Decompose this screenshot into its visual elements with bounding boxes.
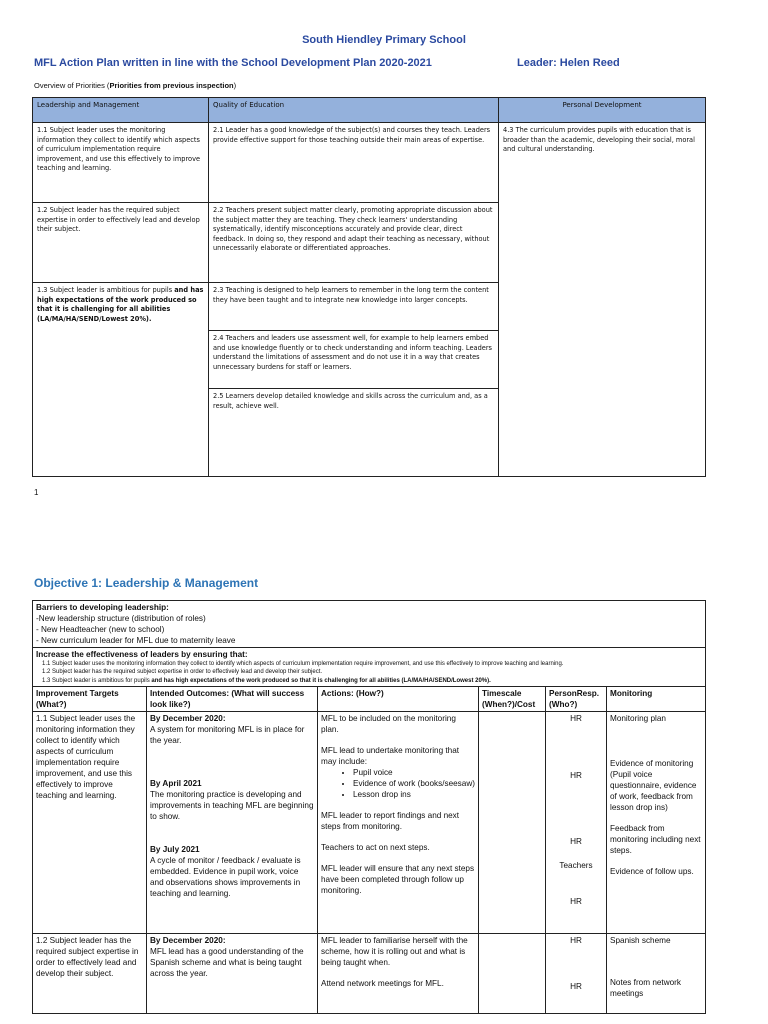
priorities-row bbox=[33, 123, 706, 203]
person-resp: HR bbox=[570, 836, 582, 846]
leadership-1-3-bold: and has high expectations of the work produced so that it is challenging for all abilities (LA/MA/HA/SEND/Lowest 20%). bbox=[37, 286, 204, 323]
action-text: Teachers to act on next steps. bbox=[321, 843, 430, 853]
person-resp: HR bbox=[570, 981, 582, 991]
increase-item-1-2: 1.2 Subject leader has the required subject expertise in order to effectively lead and develop their subject. bbox=[42, 669, 323, 676]
objective-heading: Objective 1: Leadership & Management bbox=[34, 576, 259, 590]
col-person-resp: PersonResp. (Who?) bbox=[546, 686, 607, 711]
outcomes-1-2 bbox=[147, 933, 318, 1013]
quality-2-4: 2.4 Teachers and leaders use assessment well, for example to help learners embed and use knowledge fluently or to check understanding and inform teaching. Leaders understand the limitations of assessment and do not use it in a way that creates unnecessary burdens for staff or learners. bbox=[209, 331, 499, 389]
outcome-date: By April 2021 bbox=[150, 778, 202, 788]
overview-prefix: Overview of Priorities ( bbox=[34, 81, 110, 90]
plan-title: MFL Action Plan written in line with the School Development Plan 2020-2021 bbox=[34, 57, 432, 69]
barriers-cell bbox=[33, 601, 706, 648]
monitoring-1-2 bbox=[607, 933, 706, 1013]
monitoring-text: Evidence of follow ups. bbox=[610, 867, 694, 877]
outcomes-1-1 bbox=[147, 711, 318, 933]
target-row-1-2 bbox=[33, 933, 706, 1013]
list-item: • Pupil voice bbox=[353, 767, 475, 778]
person-resp: HR bbox=[570, 713, 582, 723]
school-name: South Hiendley Primary School bbox=[302, 34, 466, 46]
outcome-text: MFL lead has a good understanding of the Spanish scheme and what is being taught across the year. bbox=[150, 946, 304, 978]
priorities-table bbox=[32, 97, 706, 477]
objective-table bbox=[32, 600, 706, 1014]
person-resp: HR bbox=[570, 935, 582, 945]
monitoring-1-1 bbox=[607, 711, 706, 933]
quality-2-3: 2.3 Teaching is designed to help learners to remember in the long term the content they have been taught and to integrate new knowledge into larger concepts. bbox=[209, 283, 499, 331]
header-leadership: Leadership and Management bbox=[33, 98, 209, 123]
target-row-1-1 bbox=[33, 711, 706, 933]
outcome-text: The monitoring practice is developing and improvements in teaching MFL are beginning to show. bbox=[150, 789, 314, 822]
increase-item-1-3-bold: and has high expectations of the work produced so that it is challenging for all abilities (LA/MA/HA/SEND/Lowest 20%). bbox=[151, 677, 491, 684]
barrier-item: -New leadership structure (distribution of roles) bbox=[36, 614, 206, 624]
increase-title: Increase the effectiveness of leaders by ensuring that: bbox=[36, 650, 248, 660]
monitoring-text: Monitoring plan bbox=[610, 713, 666, 723]
quality-2-1: 2.1 Leader has a good knowledge of the subject(s) and courses they teach. Leaders provide effective support for those teaching outside their main areas of expertise. bbox=[209, 123, 499, 203]
list-item: • Lesson drop ins bbox=[353, 789, 475, 800]
list-item: • Evidence of work (books/seesaw) bbox=[353, 778, 475, 789]
increase-item-1-1: 1.1 Subject leader uses the monitoring information they collect to identify which aspects of curriculum implementation require improvement, and use this effectively to improve teaching and learning. bbox=[42, 661, 564, 668]
timescale-1-1 bbox=[479, 711, 546, 933]
priorities-header-row bbox=[33, 98, 706, 123]
outcome-text: A system for monitoring MFL is in place for the year. bbox=[150, 724, 305, 745]
person-resp: HR bbox=[570, 896, 582, 906]
page-number: 1 bbox=[34, 488, 39, 497]
person-resp: HR bbox=[570, 770, 582, 780]
person-resp: Teachers bbox=[559, 860, 593, 870]
monitoring-text: Spanish scheme bbox=[610, 935, 671, 945]
target-1-2: 1.2 Subject leader has the required subject expertise in order to effectively lead and develop their subject. bbox=[33, 933, 147, 1013]
leadership-1-3-lead: 1.3 Subject leader is ambitious for pupils bbox=[37, 286, 175, 294]
action-text: MFL leader to familiarise herself with the scheme, how it is rolling out and what is being taught when. bbox=[321, 935, 468, 967]
leader-name: Leader: Helen Reed bbox=[517, 57, 620, 69]
increase-item-1-3-lead: 1.3 Subject leader is ambitious for pupils bbox=[42, 677, 152, 684]
increase-item-1-3 bbox=[36, 677, 702, 685]
increase-cell bbox=[33, 648, 706, 686]
barriers-row bbox=[33, 601, 706, 648]
barrier-item: - New Headteacher (new to school) bbox=[36, 625, 165, 635]
monitoring-text: Evidence of monitoring (Pupil voice questionnaire, evidence of work, feedback from lesson drop ins) bbox=[610, 758, 697, 813]
person-1-1 bbox=[546, 711, 607, 933]
action-bullet-list bbox=[321, 767, 475, 800]
header-quality: Quality of Education bbox=[209, 98, 499, 123]
action-text: MFL leader will ensure that any next steps have been completed through follow up monitoring. bbox=[321, 864, 475, 896]
barriers-title: Barriers to developing leadership: bbox=[36, 603, 169, 612]
outcome-text: A cycle of monitor / feedback / evaluate is embedded. Evidence in pupil work, voice and observations shows improvements in teaching and learning. bbox=[150, 856, 301, 899]
outcome-date: By December 2020: bbox=[150, 713, 226, 723]
barrier-item: - New curriculum leader for MFL due to maternity leave bbox=[36, 636, 236, 646]
col-timescale: Timescale (When?)/Cost bbox=[479, 686, 546, 711]
timescale-1-2 bbox=[479, 933, 546, 1013]
col-improvement-targets: Improvement Targets (What?) bbox=[33, 686, 147, 711]
col-monitoring: Monitoring bbox=[607, 686, 706, 711]
col-actions: Actions: (How?) bbox=[318, 686, 479, 711]
overview-bold: Priorities from previous inspection bbox=[109, 81, 234, 90]
action-text: MFL to be included on the monitoring plan. bbox=[321, 713, 456, 734]
target-1-1: 1.1 Subject leader uses the monitoring information they collect to identify which aspects of curriculum implementation require improvement, and use this effectively to improve teaching and learning. bbox=[33, 711, 147, 933]
actions-1-2 bbox=[318, 933, 479, 1013]
action-text: MFL leader to report findings and next steps from monitoring. bbox=[321, 811, 460, 832]
leadership-1-2: 1.2 Subject leader has the required subject expertise in order to effectively lead and develop their subject. bbox=[33, 203, 209, 283]
header-personal: Personal Development bbox=[499, 98, 706, 123]
leadership-1-1: 1.1 Subject leader uses the monitoring information they collect to identify which aspects of curriculum implementation require improvement, and use this effectively to improve teaching and learning. bbox=[33, 123, 209, 203]
leadership-1-3 bbox=[33, 283, 209, 477]
col-intended-outcomes: Intended Outcomes: (What will success look like?) bbox=[147, 686, 318, 711]
personal-4-3: 4.3 The curriculum provides pupils with education that is broader than the academic, developing their social, moral and cultural understanding. bbox=[499, 123, 706, 477]
overview-suffix: ) bbox=[233, 81, 237, 90]
outcome-date: By July 2021 bbox=[150, 845, 200, 855]
quality-2-5: 2.5 Learners develop detailed knowledge and skills across the curriculum and, as a result, achieve well. bbox=[209, 389, 499, 477]
monitoring-text: Notes from network meetings bbox=[610, 977, 681, 998]
column-header-row bbox=[33, 686, 706, 711]
person-1-2 bbox=[546, 933, 607, 1013]
actions-1-1 bbox=[318, 711, 479, 933]
action-text: MFL lead to undertake monitoring that may include: bbox=[321, 745, 460, 766]
quality-2-2: 2.2 Teachers present subject matter clearly, promoting appropriate discussion about the subject matter they are teaching. They check learners' understanding systematically, identify misconceptions accurately and provide clear, direct feedback. In doing so, they respond and adapt their teaching as necessary, without unnecessarily elaborate or differentiated approaches. bbox=[209, 203, 499, 283]
increase-row bbox=[33, 648, 706, 686]
overview-line bbox=[34, 81, 236, 90]
monitoring-text: Feedback from monitoring including next steps. bbox=[610, 824, 701, 856]
action-text: Attend network meetings for MFL. bbox=[321, 978, 444, 988]
outcome-date: By December 2020: bbox=[150, 935, 226, 945]
